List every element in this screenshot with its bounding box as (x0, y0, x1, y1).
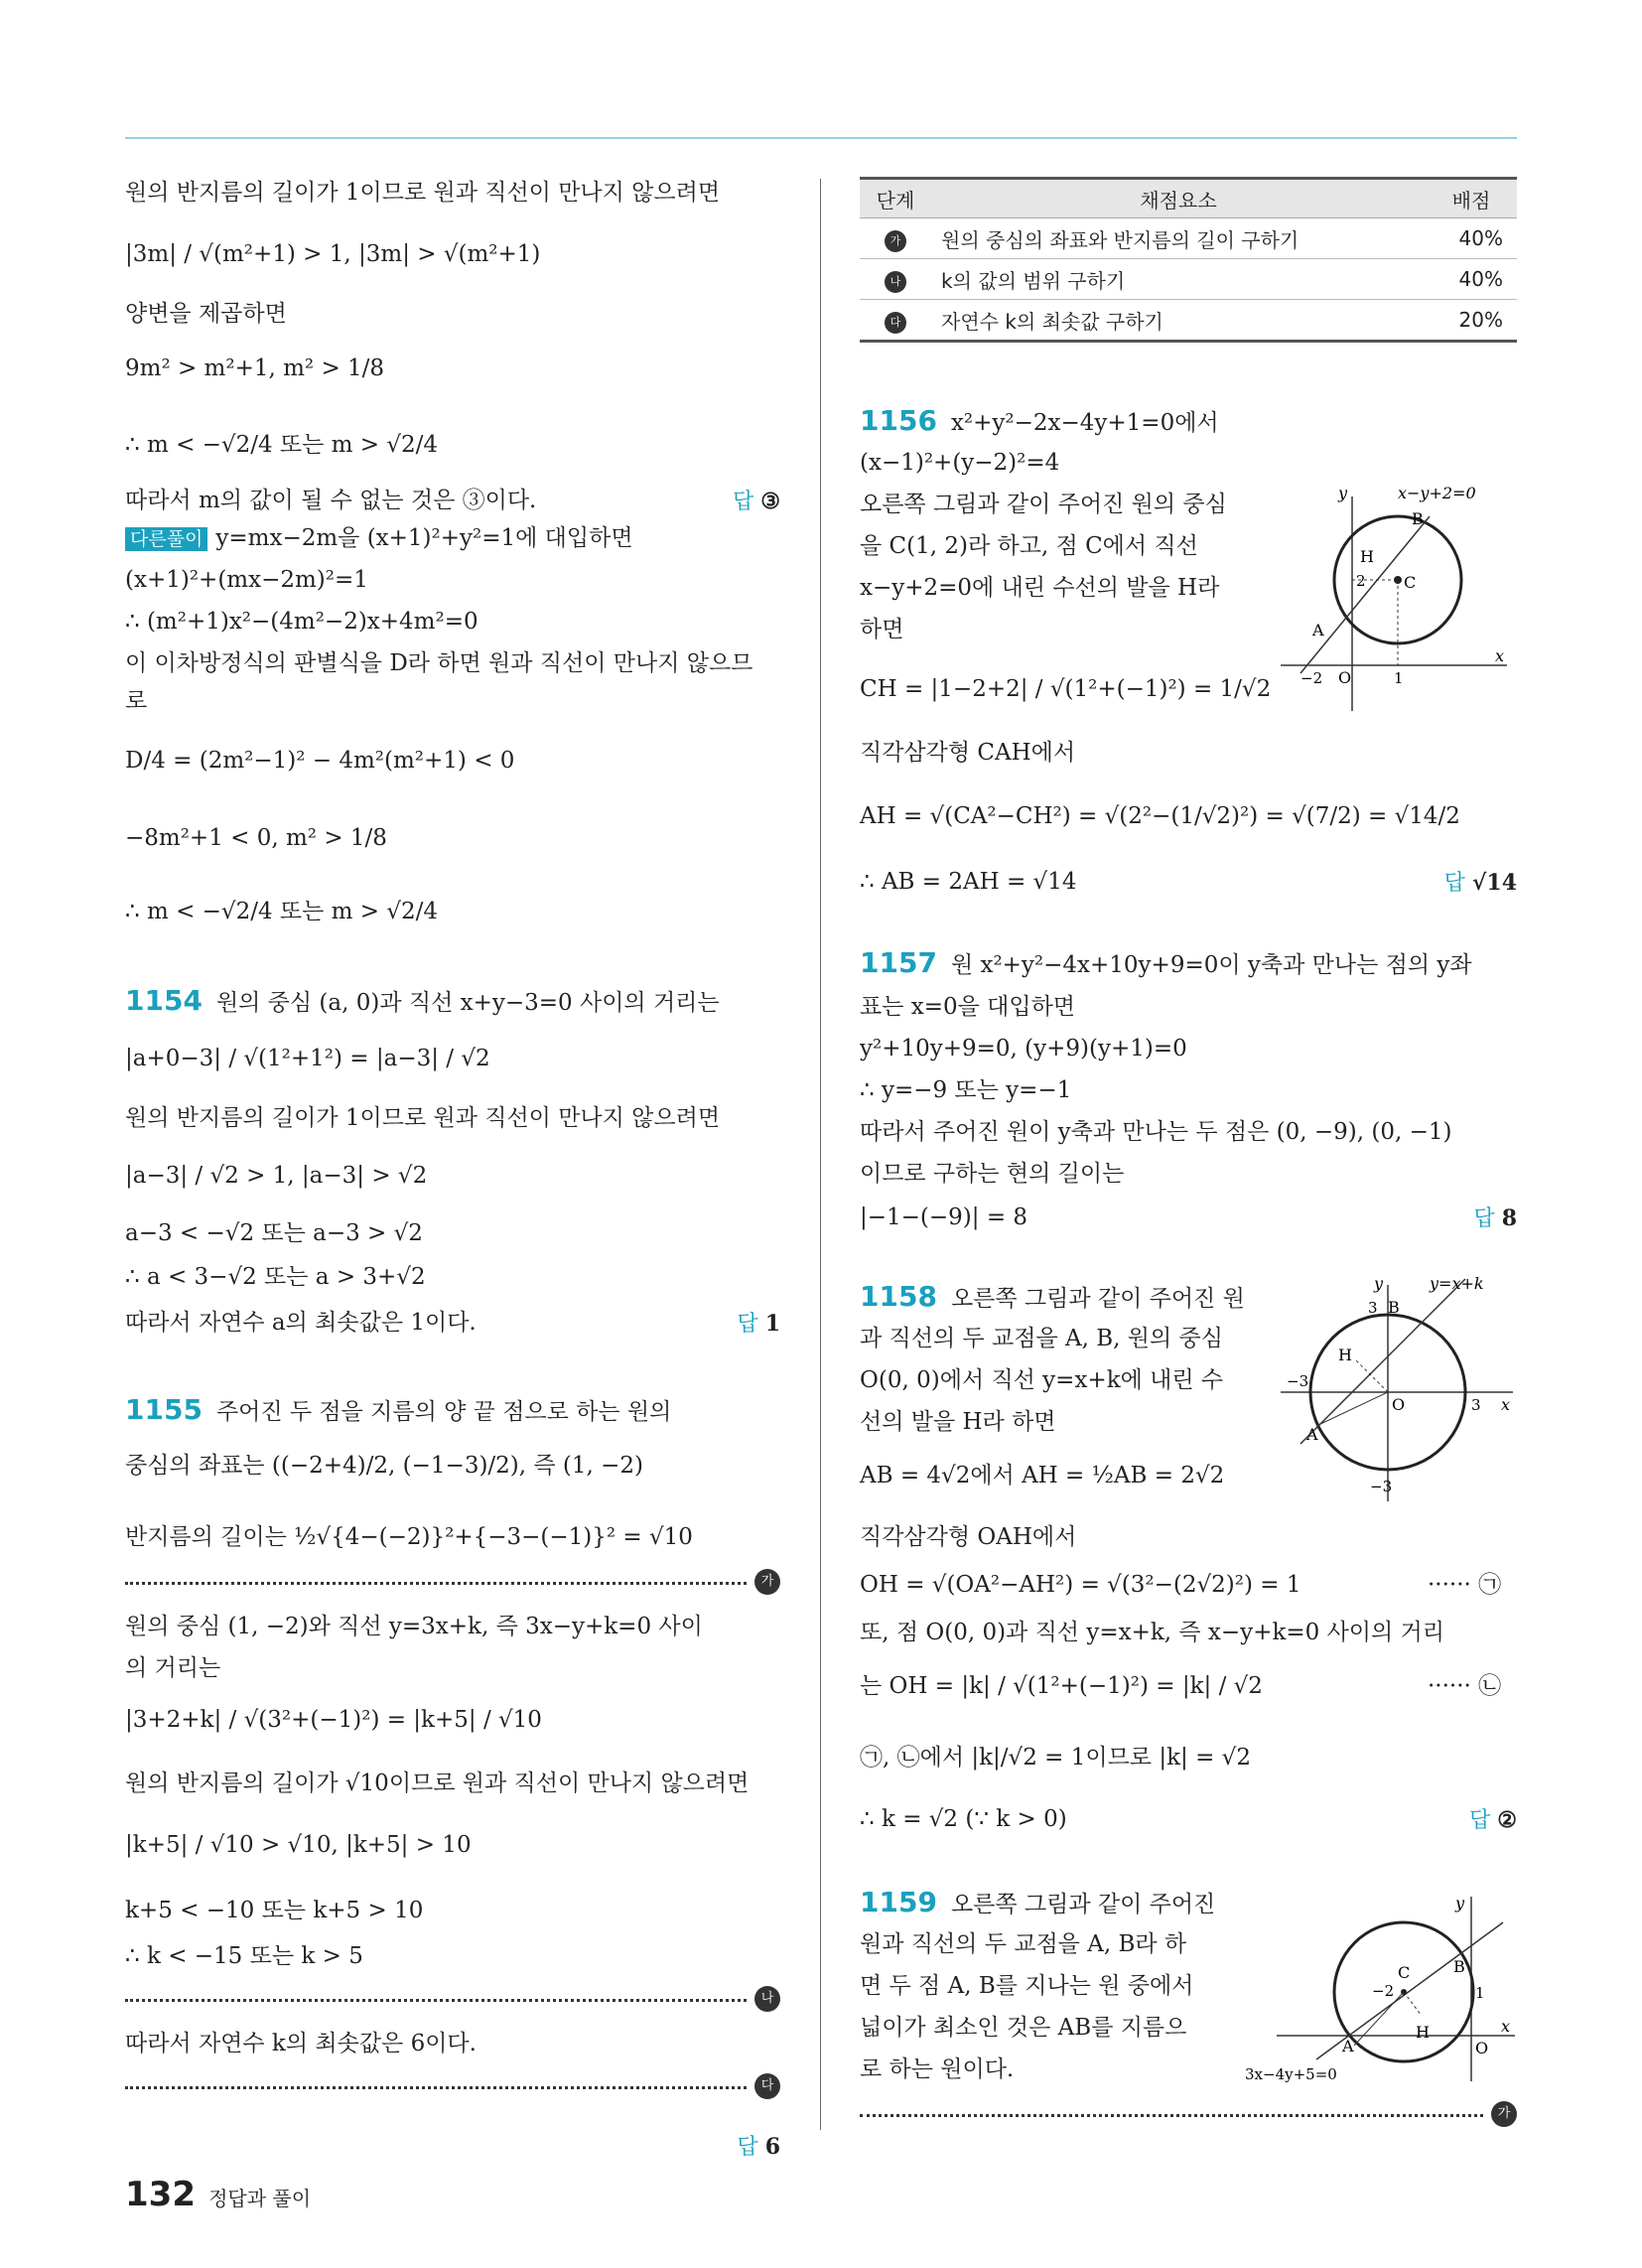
step-divider (125, 1999, 747, 2002)
step-marker: 가 (885, 230, 906, 252)
math-line: (x−1)²+(y−2)²=4 (860, 450, 1060, 476)
math-line: y²+10y+9=0, (y+9)(y+1)=0 (860, 1036, 1187, 1062)
problem-1156-line: 1156 x²+y²−2x−4y+1=0에서 (860, 404, 1219, 437)
point-label: B (1388, 1298, 1400, 1317)
scoring-table (860, 177, 1517, 343)
table-header: 단계 (860, 179, 931, 218)
axis-label: y (1455, 1894, 1465, 1913)
text-line: 의 거리는 (125, 1655, 221, 1681)
table-row (860, 259, 1517, 300)
center-point (1401, 1989, 1407, 1995)
footer-label: 정답과 풀이 (208, 2187, 312, 2210)
text-line: 따라서 m의 값이 될 수 없는 것은 ③이다. (125, 488, 537, 513)
text-line: 양변을 제곱하면 (125, 301, 287, 327)
step-divider (860, 2114, 1483, 2117)
text-line: 원의 반지름의 길이가 √10이므로 원과 직선이 만나지 않으려면 (125, 1771, 750, 1796)
text-line: 이므로 구하는 현의 길이는 (860, 1161, 1125, 1187)
math-line: ㉠, ㉡에서 |k|/√2 = 1이므로 |k| = √2 (860, 1745, 1251, 1771)
math-line: k+5 < −10 또는 k+5 > 10 (125, 1898, 424, 1923)
text-line: 원의 반지름의 길이가 1이므로 원과 직선이 만나지 않으려면 (125, 180, 721, 206)
math-line: |3m| / √(m²+1) > 1, |3m| > √(m²+1) (125, 241, 541, 267)
problem-1158-line: 1158 오른쪽 그림과 같이 주어진 원 (860, 1280, 1245, 1313)
table-row (860, 300, 1517, 342)
answer-1156: 답 √14 (1443, 870, 1517, 896)
math-line: a−3 < −√2 또는 a−3 > √2 (125, 1220, 423, 1246)
tick-label: 3 (1471, 1396, 1481, 1414)
line-label: x−y+2=0 (1398, 487, 1476, 502)
axis-label: x (1501, 1395, 1511, 1414)
point-label: H (1416, 2023, 1430, 2042)
alt-solution-line: 다른풀이 y=mx−2m을 (x+1)²+y²=1에 대입하면 (125, 522, 633, 555)
text-line: 하면 (860, 617, 904, 642)
tick-label: −2 (1372, 1982, 1395, 2000)
step-da-marker: 다 (754, 2073, 780, 2099)
text-line: 따라서 자연수 k의 최솟값은 6이다. (125, 2031, 477, 2056)
tick-label: −3 (1287, 1372, 1309, 1390)
text-line: 로 하는 원이다. (860, 2056, 1015, 2082)
answer-1155: 답 6 (737, 2134, 780, 2160)
problem-number: 1159 (860, 1886, 937, 1918)
math-line: 반지름의 길이는 ½√{4−(−2)}²+{−3−(−1)}² = √10 (125, 1524, 693, 1550)
tick-label: −3 (1370, 1478, 1393, 1495)
tick-label: −2 (1300, 669, 1323, 687)
figure-1159 (1237, 1887, 1517, 2085)
equation-marker: ······ ㉡ (1428, 1673, 1502, 1699)
math-line: AB = 4√2에서 AH = ½AB = 2√2 (860, 1463, 1225, 1488)
math-line: −8m²+1 < 0, m² > 1/8 (125, 825, 387, 851)
text-line: 오른쪽 그림과 같이 주어진 원의 중심 (860, 492, 1227, 517)
math-line: ∴ AB = 2AH = √14 (860, 869, 1077, 895)
text-line: 표는 x=0을 대입하면 (860, 994, 1076, 1020)
problem-1154-line: 1154 원의 중심 (a, 0)과 직선 x+y−3=0 사이의 거리는 (125, 984, 720, 1017)
point-label: A (1342, 2037, 1354, 2055)
table-cell: 원의 중심의 좌표와 반지름의 길이 구하기 (931, 218, 1426, 259)
page-number: 132 (125, 2175, 196, 2214)
point-label: C (1404, 573, 1417, 592)
text-line: 직각삼각형 OAH에서 (860, 1524, 1077, 1550)
math-line: ∴ m < −√2/4 또는 m > √2/4 (125, 432, 439, 458)
problem-1157-line: 1157 원 x²+y²−4x+10y+9=0이 y축과 만나는 점의 y좌 (860, 946, 1472, 979)
math-line: ∴ y=−9 또는 y=−1 (860, 1077, 1072, 1103)
math-line: ∴ (m²+1)x²−(4m²−2)x+4m²=0 (125, 609, 479, 635)
math-line: ∴ k < −15 또는 k > 5 (125, 1943, 363, 1969)
line (1300, 1279, 1465, 1444)
line-label: y=x+k (1430, 1277, 1484, 1293)
table-cell: 40% (1426, 218, 1517, 259)
math-line: |a+0−3| / √(1²+1²) = |a−3| / √2 (125, 1046, 490, 1071)
text-line: 원과 직선의 두 교점을 A, B라 하 (860, 1931, 1187, 1957)
math-line: CH = |1−2+2| / √(1²+(−1)²) = 1/√2 (860, 676, 1272, 702)
math-line: ∴ a < 3−√2 또는 a > 3+√2 (125, 1264, 426, 1290)
step-divider (125, 1582, 747, 1585)
table-cell: 40% (1426, 259, 1517, 300)
text-line: 직각삼각형 CAH에서 (860, 740, 1076, 766)
figure-1158 (1281, 1277, 1515, 1505)
alt-solution-badge: 다른풀이 (125, 527, 207, 551)
table-row (860, 218, 1517, 259)
text-line: 면 두 점 A, B를 지나는 원 중에서 (860, 1973, 1194, 1999)
axis-label: y (1374, 1277, 1384, 1293)
math-line: ∴ m < −√2/4 또는 m > √2/4 (125, 899, 439, 924)
math-line: |−1−(−9)| = 8 (860, 1205, 1028, 1230)
point-label: A (1312, 621, 1324, 639)
math-line: ∴ k = √2 (∵ k > 0) (860, 1806, 1067, 1832)
text-line: 선의 발을 H라 하면 (860, 1409, 1056, 1435)
header-rule (125, 137, 1517, 139)
answer-1154: 답 1 (737, 1311, 780, 1337)
step-marker: 나 (885, 271, 906, 293)
origin-label: O (1392, 1395, 1406, 1414)
step-ga-marker: 가 (1491, 2101, 1517, 2127)
math-line: AH = √(CA²−CH²) = √(2²−(1/√2)²) = √(7/2) = √14/2 (860, 803, 1460, 829)
math-line: |k+5| / √10 > √10, |k+5| > 10 (125, 1832, 472, 1858)
axis-label: x (1501, 2017, 1511, 2036)
table-header: 배점 (1426, 179, 1517, 218)
line-label: 3x−4y+5=0 (1245, 2065, 1337, 2083)
center-point (1394, 576, 1402, 584)
problem-number: 1158 (860, 1280, 937, 1313)
text-line: 원의 반지름의 길이가 1이므로 원과 직선이 만나지 않으려면 (125, 1105, 721, 1131)
math-line: |3+2+k| / √(3²+(−1)²) = |k+5| / √10 (125, 1707, 542, 1733)
problem-number: 1157 (860, 946, 937, 979)
math-line: |a−3| / √2 > 1, |a−3| > √2 (125, 1163, 428, 1189)
step-ga-marker: 가 (754, 1569, 780, 1595)
math-line: 중심의 좌표는 ((−2+4)/2, (−1−3)/2), 즉 (1, −2) (125, 1453, 644, 1479)
tick-label: 1 (1475, 1984, 1485, 2002)
point-label: A (1306, 1425, 1318, 1444)
table-cell: k의 값의 범위 구하기 (931, 259, 1426, 300)
answer-1158: 답 ② (1469, 1807, 1517, 1833)
problem-1159-line: 1159 오른쪽 그림과 같이 주어진 (860, 1886, 1216, 1918)
tick-label: 2 (1356, 572, 1366, 590)
perpendicular (1404, 1992, 1422, 2016)
text-line: 또, 점 O(0, 0)과 직선 y=x+k, 즉 x−y+k=0 사이의 거리 (860, 1620, 1444, 1645)
radius (1316, 1392, 1388, 1426)
figure-1156 (1281, 487, 1509, 715)
answer-1153: 답 ③ (733, 489, 780, 514)
point-label: B (1453, 1957, 1465, 1976)
column-divider (820, 179, 821, 2130)
text-line: 넓이가 최소인 것은 AB를 지름으 (860, 2015, 1187, 2041)
math-line: 9m² > m²+1, m² > 1/8 (125, 355, 385, 381)
text-line: 로 (125, 688, 148, 714)
tick-label: 3 (1368, 1299, 1378, 1317)
text-line: x−y+2=0에 내린 수선의 발을 H라 (860, 575, 1220, 601)
table-header: 채점요소 (931, 179, 1426, 218)
text-line: 따라서 자연수 a의 최솟값은 1이다. (125, 1310, 477, 1336)
line (1300, 516, 1430, 673)
math-line: D/4 = (2m²−1)² − 4m²(m²+1) < 0 (125, 748, 515, 774)
page-footer (125, 2175, 311, 2214)
math-line: OH = √(OA²−AH²) = √(3²−(2√2)²) = 1 (860, 1572, 1301, 1598)
radius (1354, 1992, 1404, 2046)
text-line: 이 이차방정식의 판별식을 D라 하면 원과 직선이 만나지 않으므 (125, 650, 753, 676)
point-label: B (1412, 509, 1424, 528)
math-line: (x+1)²+(mx−2m)²=1 (125, 567, 368, 593)
problem-number: 1155 (125, 1393, 203, 1426)
problem-1155-line: 1155 주어진 두 점을 지름의 양 끝 점으로 하는 원의 (125, 1393, 672, 1426)
problem-number: 1154 (125, 984, 203, 1017)
text-line: 따라서 주어진 원이 y축과 만나는 두 점은 (0, −9), (0, −1) (860, 1119, 1452, 1145)
equation-marker: ······ ㉠ (1428, 1572, 1502, 1598)
point-label: H (1360, 547, 1374, 566)
math-line: 는 OH = |k| / √(1²+(−1)²) = |k| / √2 (860, 1673, 1263, 1699)
step-na-marker: 나 (754, 1986, 780, 2012)
step-divider (125, 2086, 747, 2089)
point-label: H (1338, 1346, 1352, 1364)
point-label: C (1398, 1963, 1411, 1982)
axis-label: x (1495, 646, 1505, 665)
table-cell: 자연수 k의 최솟값 구하기 (931, 300, 1426, 342)
origin-label: O (1475, 2039, 1489, 2057)
text-line: 을 C(1, 2)라 하고, 점 C에서 직선 (860, 533, 1198, 559)
text-line: 과 직선의 두 교점을 A, B, 원의 중심 (860, 1326, 1223, 1351)
table-cell: 20% (1426, 300, 1517, 342)
axis-label: y (1338, 487, 1348, 502)
text-line: O(0, 0)에서 직선 y=x+k에 내린 수 (860, 1367, 1224, 1393)
tick-label: 1 (1394, 669, 1404, 687)
problem-number: 1156 (860, 404, 937, 437)
perpendicular (1356, 1360, 1388, 1392)
step-marker: 다 (885, 312, 906, 334)
answer-1157: 답 8 (1473, 1205, 1517, 1231)
origin-label: O (1338, 668, 1352, 687)
text-line: 원의 중심 (1, −2)와 직선 y=3x+k, 즉 3x−y+k=0 사이 (125, 1614, 703, 1639)
